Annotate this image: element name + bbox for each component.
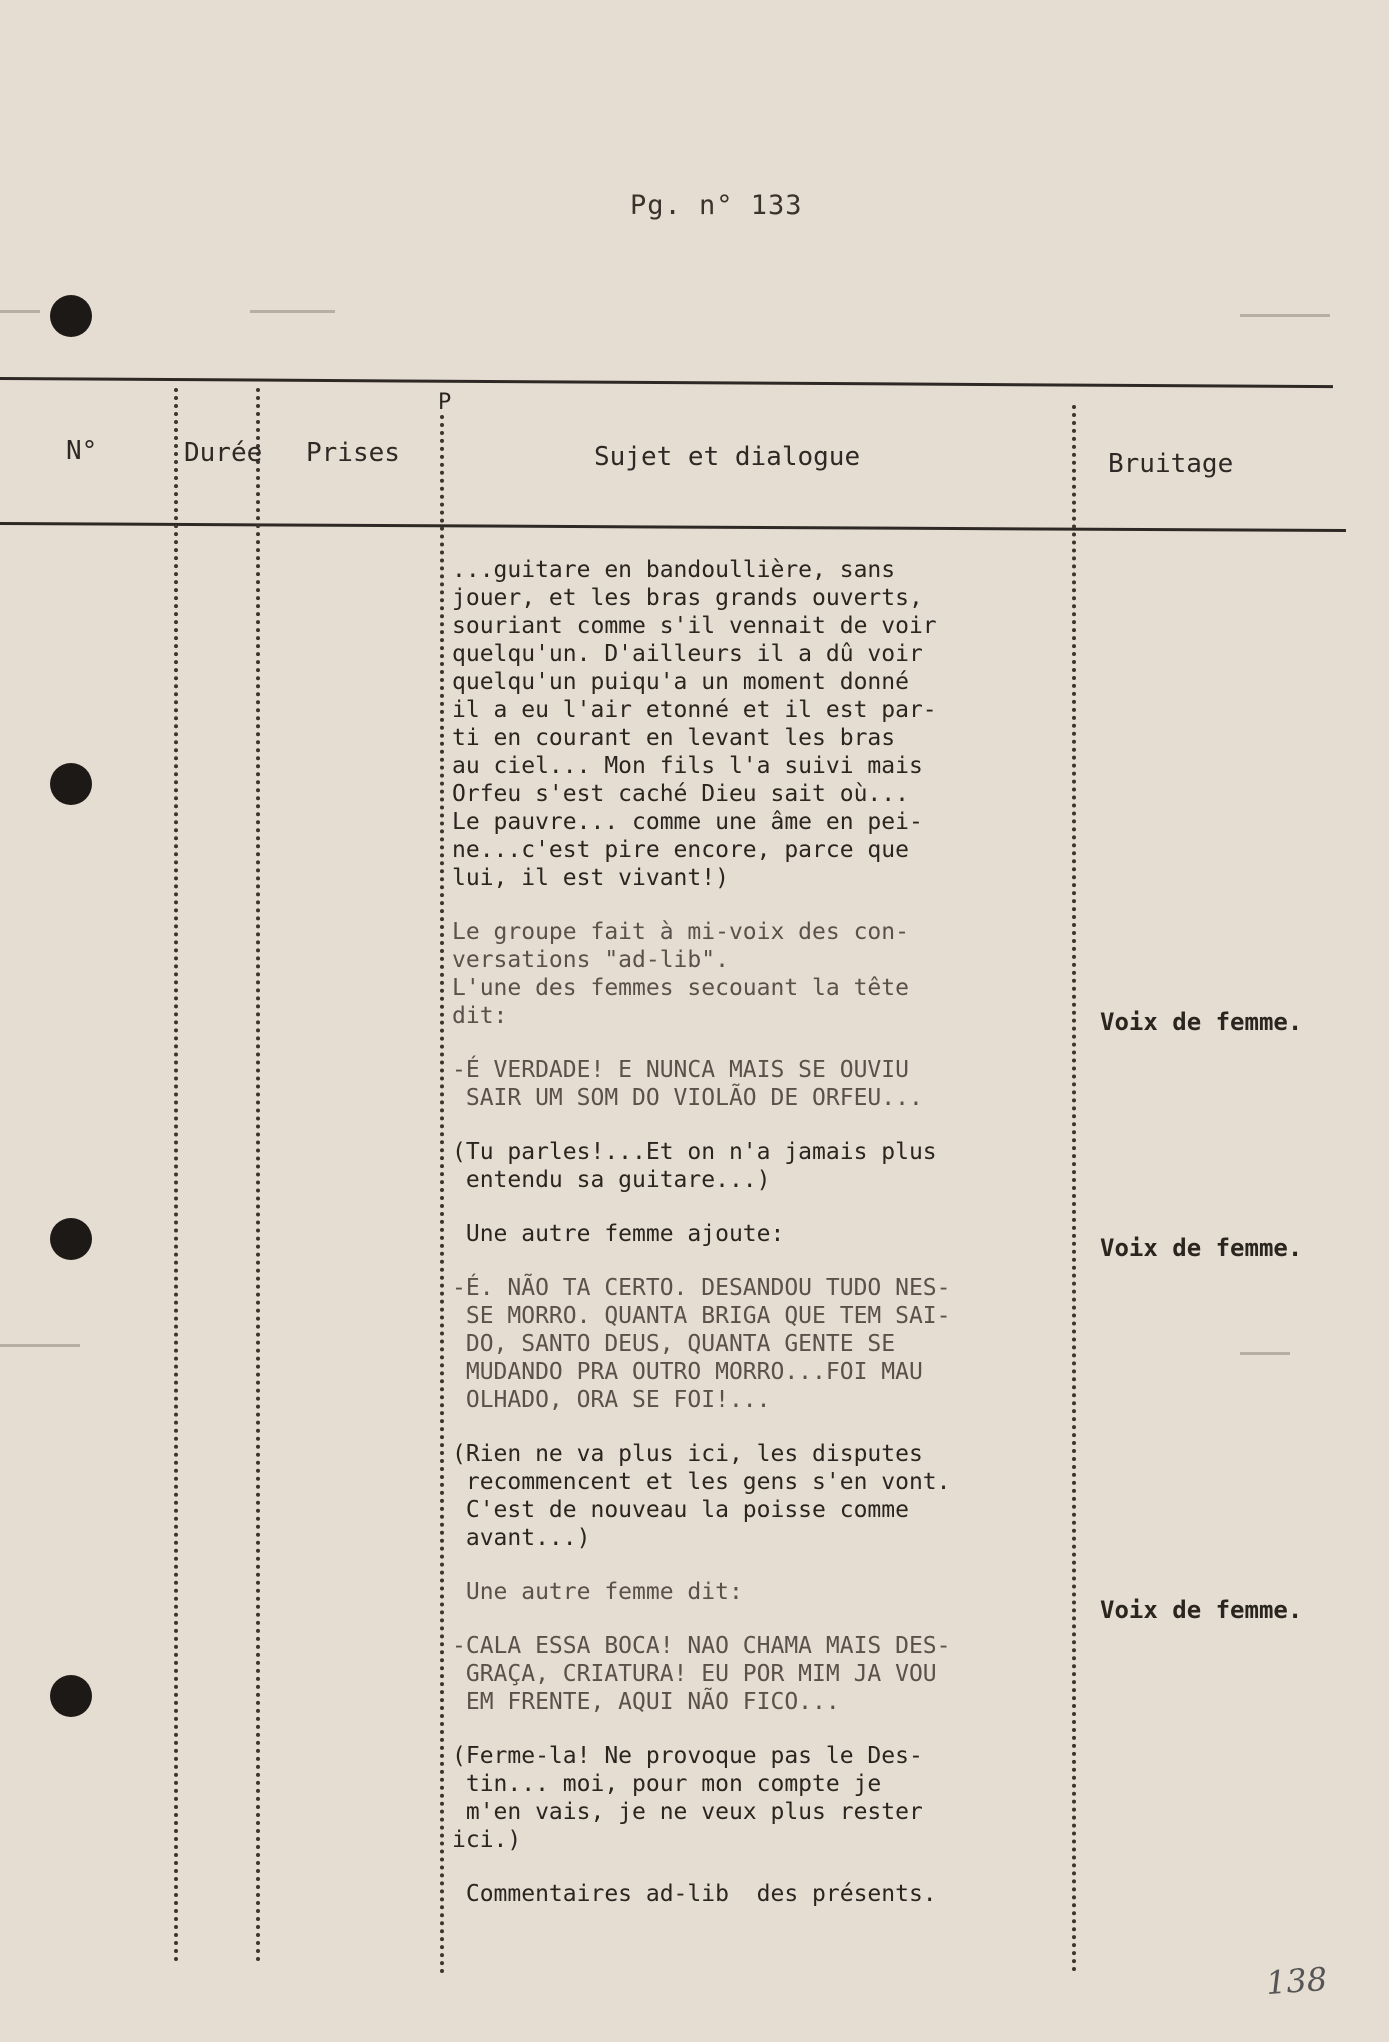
dialogue-line: Une autre femme dit: bbox=[452, 1579, 743, 1605]
punch-hole bbox=[50, 1218, 92, 1260]
dialogue-line: ne...c'est pire encore, parce que bbox=[452, 837, 909, 863]
dialogue-line: avant...) bbox=[452, 1525, 591, 1551]
paper-smudge bbox=[250, 310, 335, 313]
dialogue-line: SAIR UM SOM DO VIOLÃO DE ORFEU... bbox=[452, 1085, 923, 1111]
bruitage-cue: Voix de femme. bbox=[1100, 1008, 1303, 1036]
dialogue-line: -É VERDADE! E NUNCA MAIS SE OUVIU bbox=[452, 1057, 909, 1083]
dialogue-line: EM FRENTE, AQUI NÃO FICO... bbox=[452, 1689, 840, 1715]
stage-direction-block bbox=[452, 918, 1072, 1030]
column-separator-prises bbox=[440, 415, 448, 1975]
column-p-marker: P bbox=[438, 390, 452, 415]
dialogue-line: (Ferme-la! Ne provoque pas le Des- bbox=[452, 1743, 923, 1769]
stage-direction-block bbox=[452, 1220, 1072, 1248]
column-header-bruitage: Bruitage bbox=[1108, 449, 1234, 479]
dialogue-line: quelqu'un. D'ailleurs il a dû voir bbox=[452, 641, 923, 667]
dialogue-line: C'est de nouveau la poisse comme bbox=[452, 1497, 909, 1523]
dialogue-line: Le pauvre... comme une âme en pei- bbox=[452, 809, 923, 835]
column-header-prises: Prises bbox=[306, 438, 400, 468]
bruitage-cue: Voix de femme. bbox=[1100, 1234, 1303, 1262]
column-separator-duree bbox=[256, 388, 264, 1963]
header-bottom-rule bbox=[0, 522, 1346, 532]
dialogue-line: versations "ad-lib". bbox=[452, 947, 729, 973]
translation-block bbox=[452, 1440, 1072, 1552]
dialogue-line: jouer, et les bras grands ouverts, bbox=[452, 585, 923, 611]
dialogue-line: (Tu parles!...Et on n'a jamais plus bbox=[452, 1139, 937, 1165]
column-header-no: N° bbox=[66, 436, 98, 466]
dialogue-line: DO, SANTO DEUS, QUANTA GENTE SE bbox=[452, 1331, 896, 1357]
portuguese-line-block bbox=[452, 1274, 1072, 1414]
stage-direction-block bbox=[452, 1880, 1072, 1908]
dialogue-line: OLHADO, ORA SE FOI!... bbox=[452, 1387, 771, 1413]
dialogue-line: quelqu'un puiqu'a un moment donné bbox=[452, 669, 909, 695]
dialogue-line: Orfeu s'est caché Dieu sait où... bbox=[452, 781, 909, 807]
punch-hole bbox=[50, 1675, 92, 1717]
paper-smudge bbox=[0, 1344, 80, 1347]
dialogue-line: GRAÇA, CRIATURA! EU POR MIM JA VOU bbox=[452, 1661, 937, 1687]
punch-hole bbox=[50, 763, 92, 805]
paper-smudge bbox=[0, 310, 40, 313]
dialogue-block bbox=[452, 556, 1072, 892]
dialogue-line: ici.) bbox=[452, 1827, 522, 1853]
dialogue-line: MUDANDO PRA OUTRO MORRO...FOI MAU bbox=[452, 1359, 923, 1385]
translation-block bbox=[452, 1138, 1072, 1194]
dialogue-line: tin... moi, pour mon compte je bbox=[452, 1771, 882, 1797]
handwritten-archive-number: 138 bbox=[1264, 1959, 1329, 2003]
dialogue-column bbox=[452, 556, 1072, 1934]
column-header-duree: Durée bbox=[184, 438, 263, 468]
column-header-sujet: Sujet et dialogue bbox=[594, 442, 861, 472]
dialogue-line: lui, il est vivant!) bbox=[452, 865, 729, 891]
page-number: Pg. n° 133 bbox=[630, 190, 803, 221]
dialogue-line: Une autre femme ajoute: bbox=[452, 1221, 785, 1247]
dialogue-line: dit: bbox=[452, 1003, 508, 1029]
dialogue-line: entendu sa guitare...) bbox=[452, 1167, 771, 1193]
portuguese-line-block bbox=[452, 1632, 1072, 1716]
dialogue-line: au ciel... Mon fils l'a suivi mais bbox=[452, 753, 923, 779]
dialogue-line: ti en courant en levant les bras bbox=[452, 725, 896, 751]
paper-smudge bbox=[1240, 1352, 1290, 1355]
dialogue-line: Commentaires ad-lib des présents. bbox=[452, 1881, 937, 1907]
bruitage-cue: Voix de femme. bbox=[1100, 1596, 1303, 1624]
column-separator-sujet bbox=[1072, 405, 1080, 1973]
header-top-rule bbox=[0, 377, 1333, 388]
translation-block bbox=[452, 1742, 1072, 1854]
portuguese-line-block bbox=[452, 1056, 1072, 1112]
column-separator-no bbox=[174, 388, 182, 1963]
dialogue-line: recommencent et les gens s'en vont. bbox=[452, 1469, 951, 1495]
dialogue-line: m'en vais, je ne veux plus rester bbox=[452, 1799, 923, 1825]
dialogue-line: (Rien ne va plus ici, les disputes bbox=[452, 1441, 923, 1467]
punch-hole bbox=[50, 295, 92, 337]
dialogue-line: SE MORRO. QUANTA BRIGA QUE TEM SAI- bbox=[452, 1303, 951, 1329]
stage-direction-block bbox=[452, 1578, 1072, 1606]
dialogue-line: Le groupe fait à mi-voix des con- bbox=[452, 919, 909, 945]
dialogue-line: souriant comme s'il vennait de voir bbox=[452, 613, 937, 639]
dialogue-line: -É. NÃO TA CERTO. DESANDOU TUDO NES- bbox=[452, 1275, 951, 1301]
dialogue-line: ...guitare en bandoullière, sans bbox=[452, 557, 896, 583]
paper-smudge bbox=[1240, 314, 1330, 317]
dialogue-line: L'une des femmes secouant la tête bbox=[452, 975, 909, 1001]
dialogue-line: il a eu l'air etonné et il est par- bbox=[452, 697, 937, 723]
dialogue-line: -CALA ESSA BOCA! NAO CHAMA MAIS DES- bbox=[452, 1633, 951, 1659]
